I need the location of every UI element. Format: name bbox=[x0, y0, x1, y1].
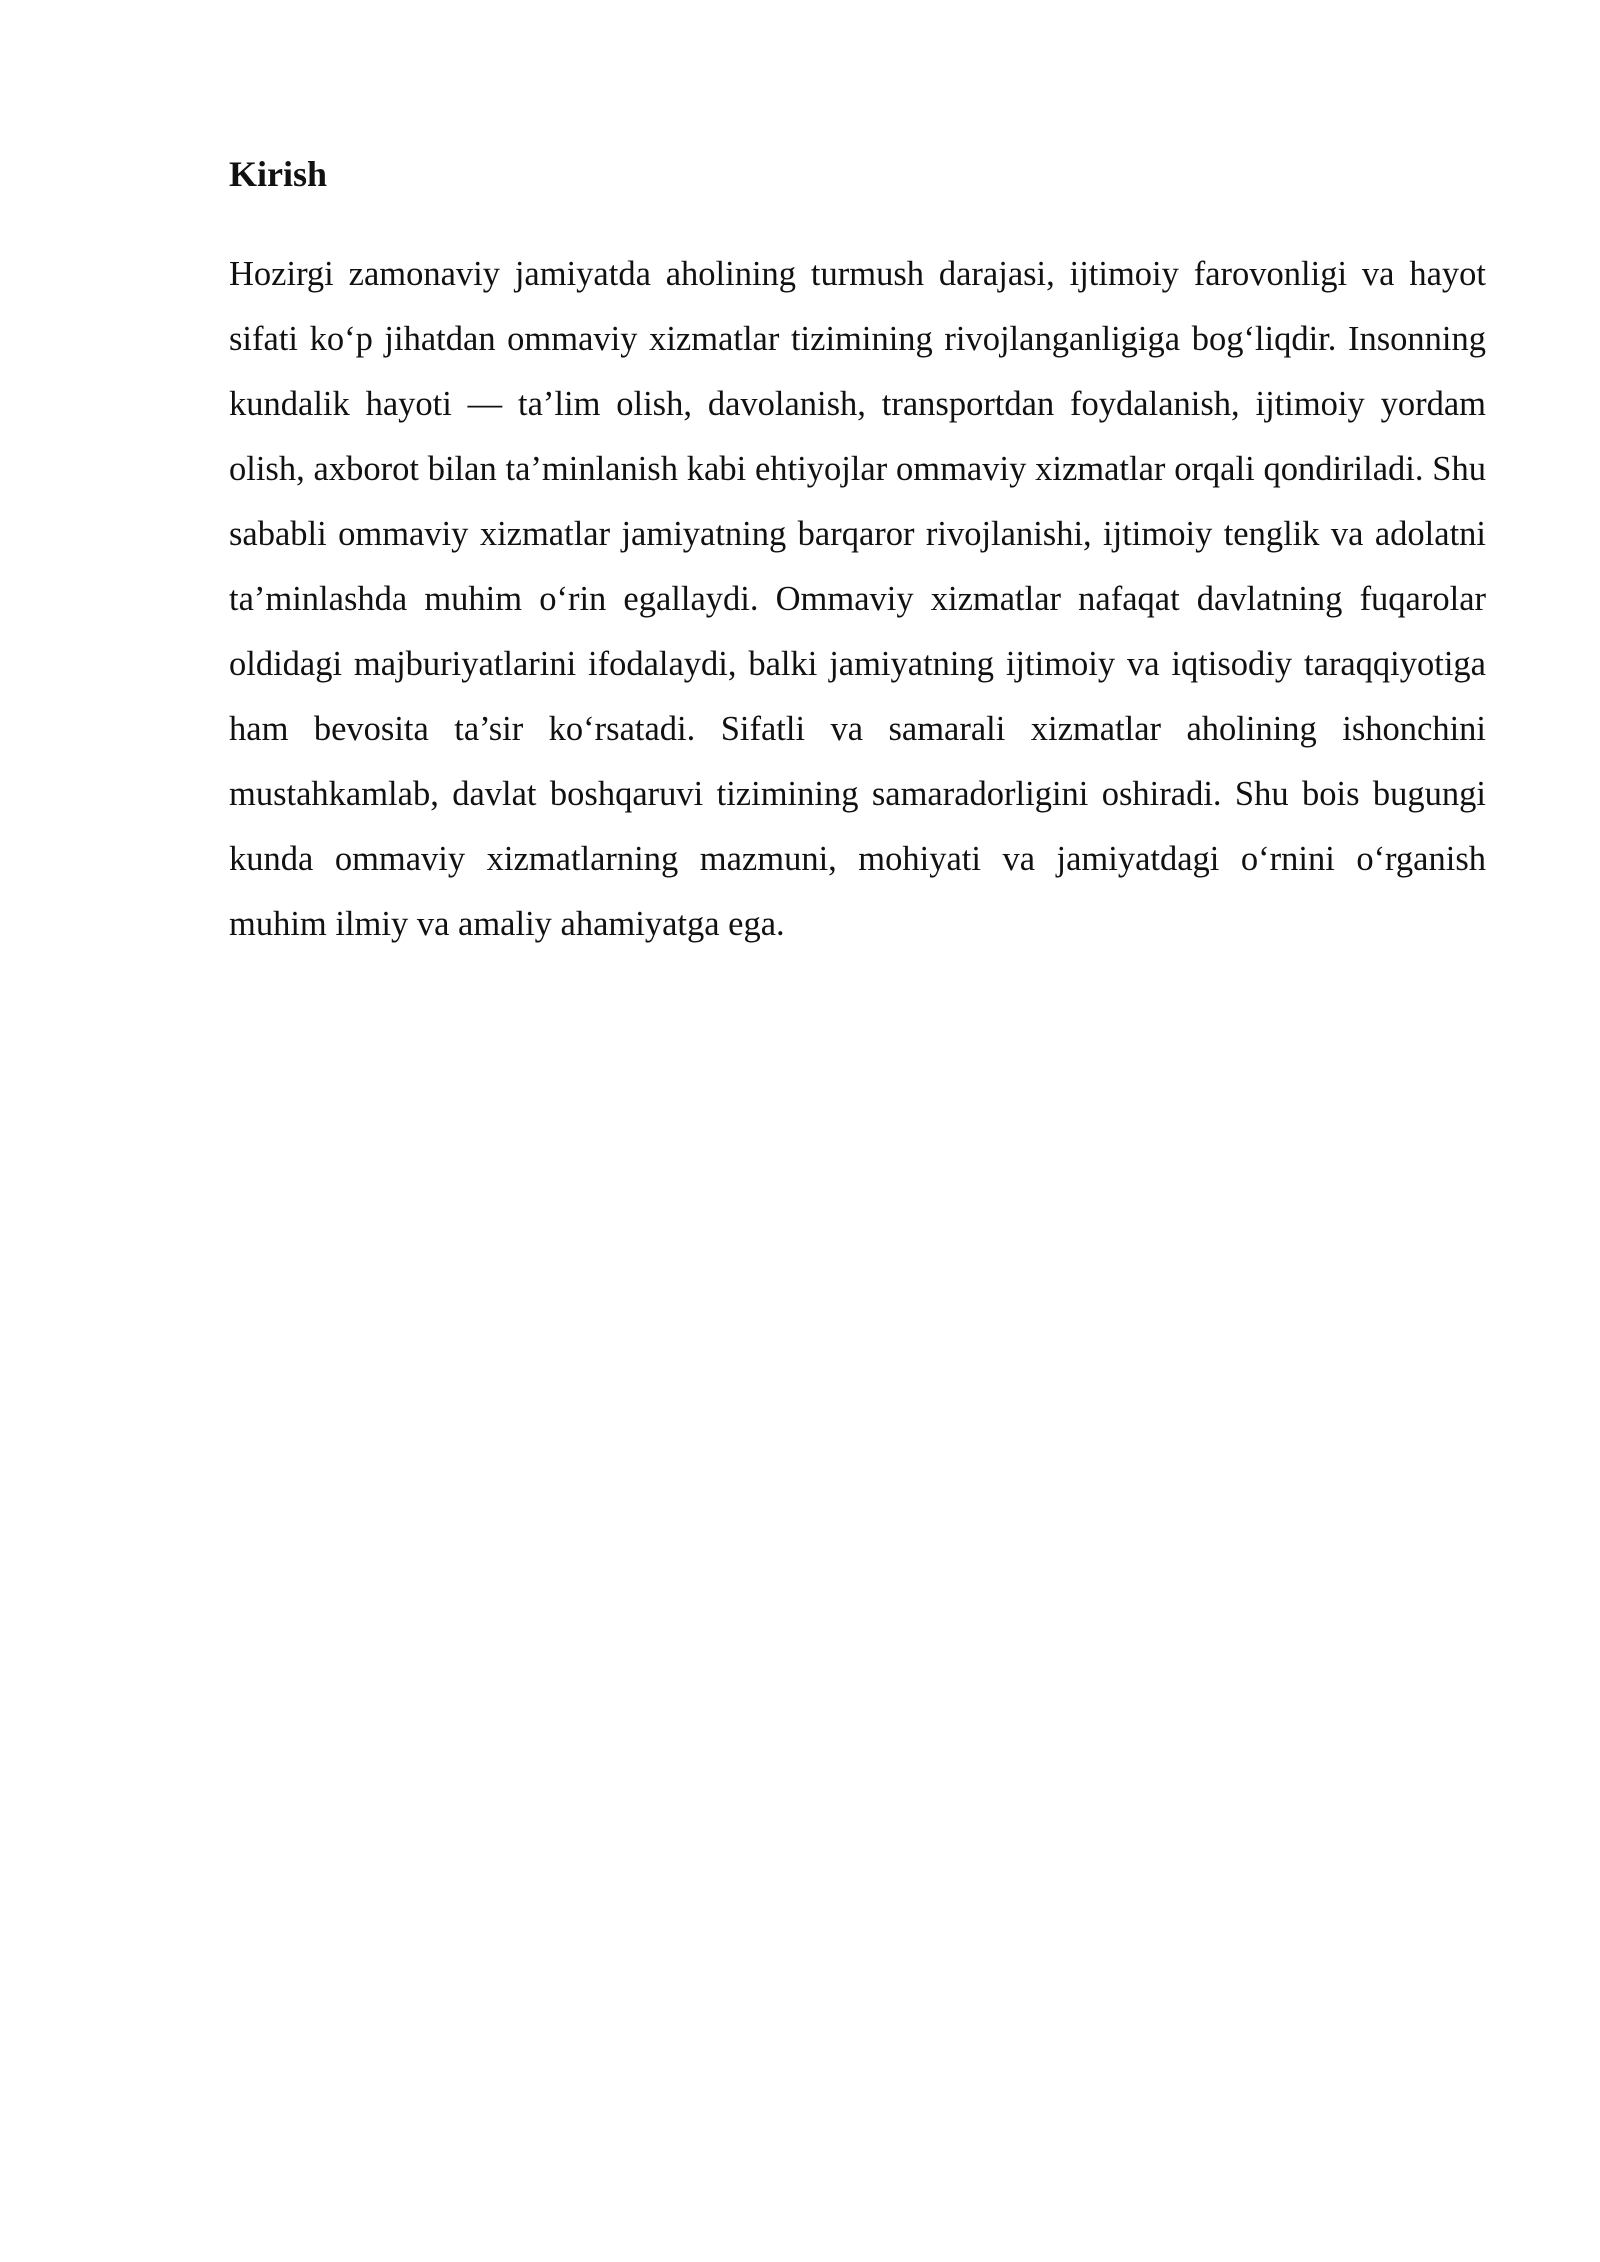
body-paragraph: Hozirgi zamonaviy jamiyatda aholining turmush darajasi, ijtimoiy farovonligi va hayot sifati ko‘p jihatdan ommaviy xizmatlar tizimining rivojlanganligiga bog‘liqdir. Insonning kundalik hayoti — ta’lim olish, davolanish, transportdan foydalanish, ijtimoiy yordam olish, axborot bilan ta’minlanish kabi ehtiyojlar ommaviy xizmatlar orqali qondiriladi. Shu sababli ommaviy xizmatlar jamiyatning barqaror rivojlanishi, ijtimoiy tenglik va adolatni ta’minlashda muhim o‘rin egallaydi. Ommaviy xizmatlar nafaqat davlatning fuqarolar oldidagi majburiyatlarini ifodalaydi, balki jamiyatning ijtimoiy va iqtisodiy taraqqiyotiga ham bevosita ta’sir ko‘rsatadi. Sifatli va samarali xizmatlar aholining ishonchini mustahkamlab, davlat boshqaruvi tizimining samaradorligini oshiradi. Shu bois bugungi kunda ommaviy xizmatlarning mazmuni, mohiyati va jamiyatdagi o‘rnini o‘rganish muhim ilmiy va amaliy ahamiyatga ega. bbox=[229, 255, 1486, 943]
document-body bbox=[229, 150, 1486, 957]
section-heading: Kirish bbox=[229, 154, 328, 194]
